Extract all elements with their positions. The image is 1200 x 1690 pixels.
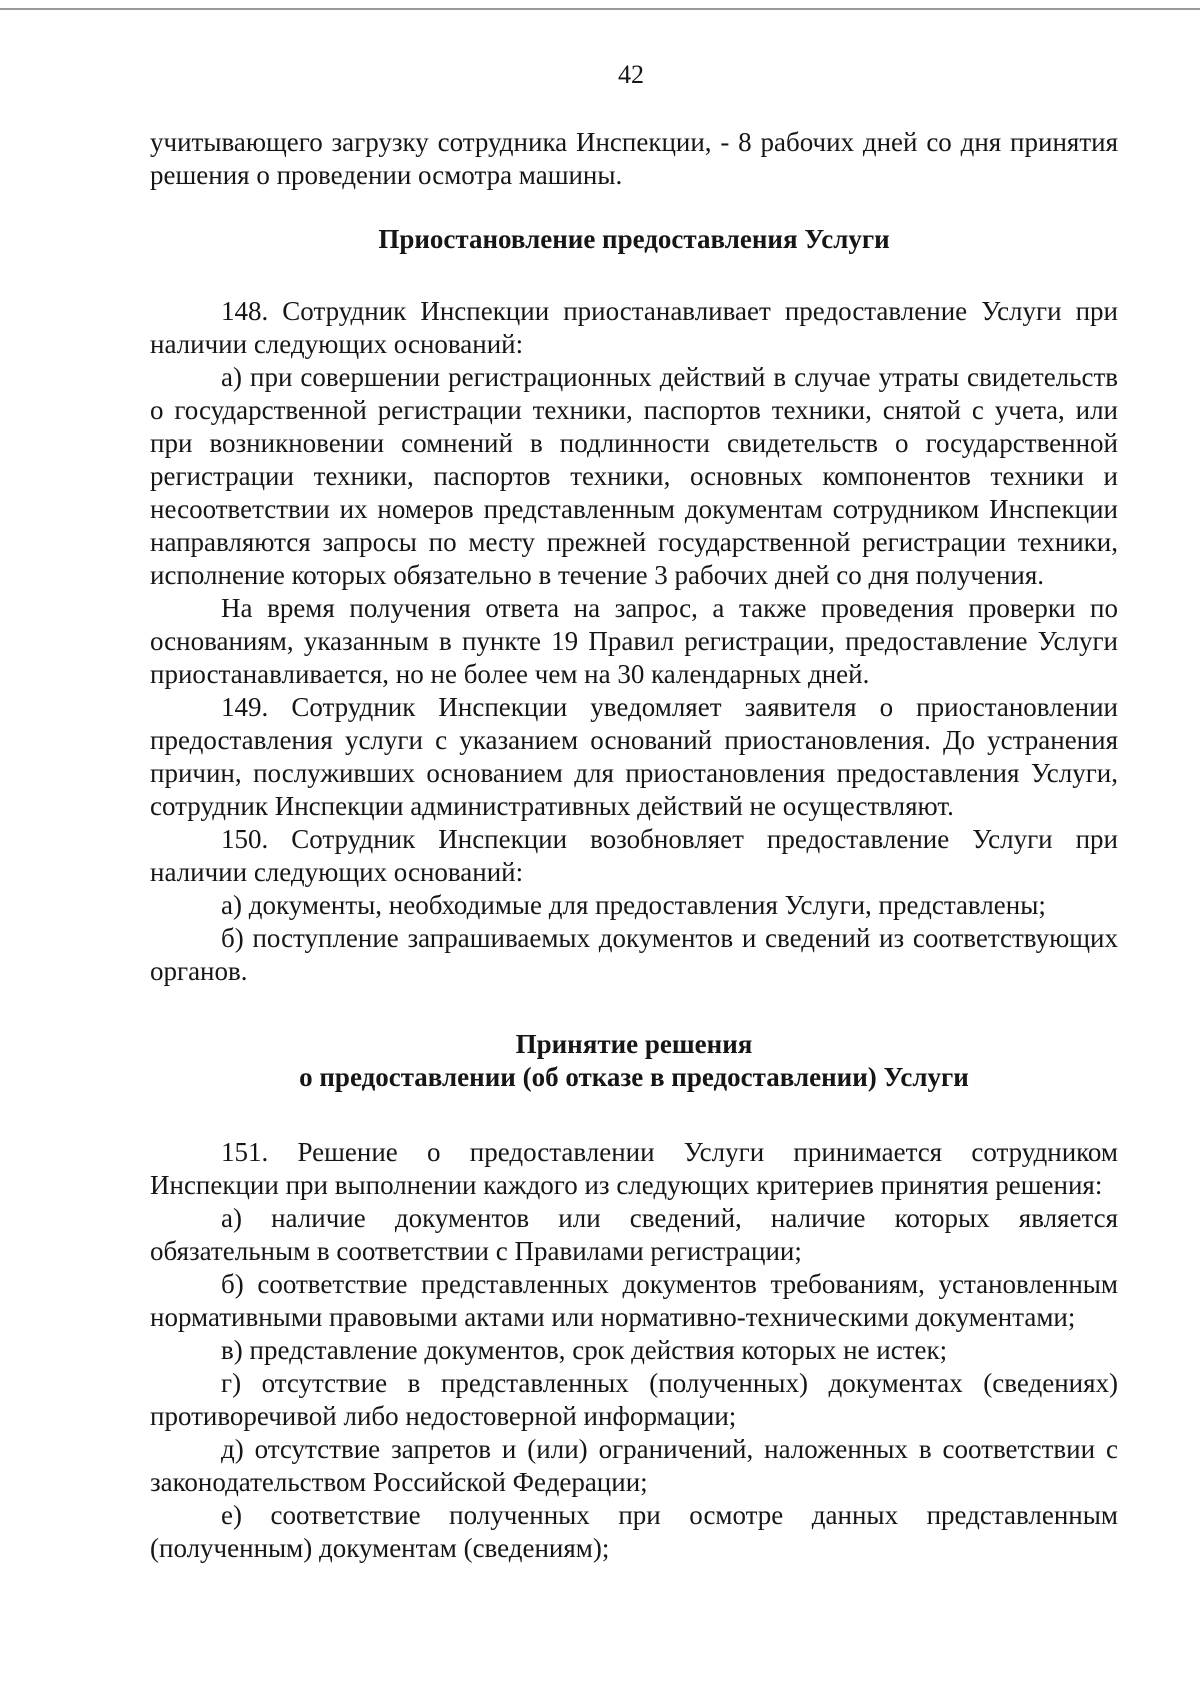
paragraph-151-e: е) соответствие полученных при осмотре данных представленным (полученным) документам (сведениям); [150,1500,1118,1563]
section-heading-decision-line2: о предоставлении (об отказе в предоставлении) Услуги [299,1062,969,1092]
document-body [150,126,1118,1565]
paragraph-149: 149. Сотрудник Инспекции уведомляет заявителя о приостановлении предоставления услуги с указанием оснований приостановления. До устранения причин, послуживших основанием для приостановления предоставления Услуги, сотрудник Инспекции административных действий не осуществляют. [150,692,1118,821]
section-heading-decision-line1: Принятие решения [515,1029,753,1059]
section-heading-suspension: Приостановление предоставления Услуги [378,224,890,254]
paragraph-150-a: а) документы, необходимые для предоставления Услуги, представлены; [221,890,1046,920]
paragraph-151-a: а) наличие документов или сведений, наличие которых является обязательным в соответствии с Правилами регистрации; [150,1203,1118,1266]
paragraph-151-d: д) отсутствие запретов и (или) ограничений, наложенных в соответствии с законодательством Российской Федерации; [150,1434,1118,1497]
spacer [150,256,1118,295]
paragraph-150-b: б) поступление запрашиваемых документов и сведений из соответствующих органов. [150,923,1118,986]
paragraph-148: 148. Сотрудник Инспекции приостанавливает предоставление Услуги при наличии следующих оснований: [150,296,1118,359]
spacer [150,1094,1118,1136]
paragraph-150: 150. Сотрудник Инспекции возобновляет предоставление Услуги при наличии следующих оснований: [150,824,1118,887]
paragraph-148-response-time: На время получения ответа на запрос, а также проведения проверки по основаниям, указанным в пункте 19 Правил регистрации, предоставление Услуги приостанавливается, но не более чем на 30 календарных дней. [150,593,1118,689]
spacer [150,192,1118,223]
paragraph-151-v: в) представление документов, срок действия которых не истек; [221,1335,948,1365]
spacer [150,988,1118,1028]
paragraph-151-g: г) отсутствие в представленных (полученных) документах (сведениях) противоречивой либо недостоверной информации; [150,1368,1118,1431]
page-number: 42 [618,60,644,89]
paragraph-151: 151. Решение о предоставлении Услуги принимается сотрудником Инспекции при выполнении каждого из следующих критериев принятия решения: [150,1137,1118,1200]
paragraph-151-b: б) соответствие представленных документов требованиям, установленным нормативными правовыми актами или нормативно-техническими документами; [150,1269,1118,1332]
paragraph-148-a: а) при совершении регистрационных действий в случае утраты свидетельств о государственной регистрации техники, паспортов техники, снятой с учета, или при возникновении сомнений в подлинности свидетельств о государственной регистрации техники, паспортов техники, основных компонентов техники и несоответствии их номеров представленным документам сотрудником Инспекции направляются запросы по месту прежней государственной регистрации техники, исполнение которых обязательно в течение 3 рабочих дней со дня получения. [150,362,1118,590]
intro-paragraph: учитывающего загрузку сотрудника Инспекции, - 8 рабочих дней со дня принятия решения о проведении осмотра машины. [150,127,1118,190]
scan-edge-line [0,8,1200,10]
